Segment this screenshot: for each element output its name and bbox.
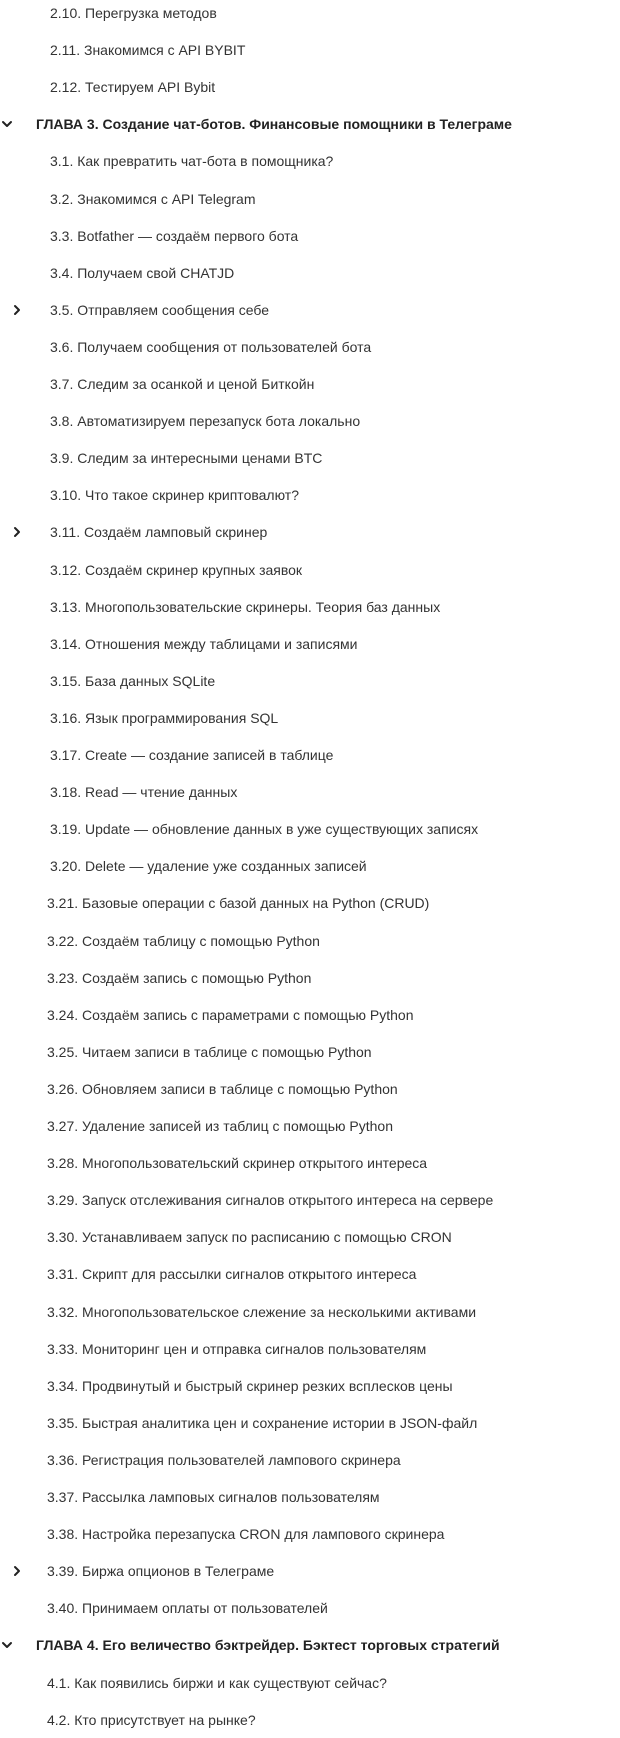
toc-lesson-label: 3.40. Принимаем оплаты от пользователей bbox=[47, 1600, 328, 1617]
toc-lesson-label: 3.39. Биржа опционов в Телеграме bbox=[47, 1563, 275, 1580]
toc-lesson-label: 2.12. Тестируем API Bybit bbox=[50, 79, 216, 96]
toc-lesson-label: 3.2. Знакомимся с API Telegram bbox=[50, 190, 256, 207]
chevron-right-icon[interactable] bbox=[10, 1564, 24, 1578]
toc-lesson-label: 2.11. Знакомимся с API BYBIT bbox=[50, 42, 246, 59]
toc-lesson-item[interactable] bbox=[0, 1334, 620, 1364]
toc-lesson-label: 3.14. Отношения между таблицами и записями bbox=[50, 635, 358, 652]
toc-lesson-item[interactable] bbox=[0, 1037, 620, 1067]
toc-lesson-item[interactable] bbox=[0, 1259, 620, 1289]
toc-lesson-label: 3.1. Как превратить чат-бота в помощника? bbox=[50, 153, 334, 170]
toc-lesson-label: 3.5. Отправляем сообщения себе bbox=[50, 301, 270, 318]
toc-lesson-item[interactable] bbox=[0, 258, 620, 288]
toc-lesson-item[interactable] bbox=[0, 1185, 620, 1215]
toc-lesson-item[interactable] bbox=[0, 666, 620, 696]
toc-lesson-item[interactable] bbox=[0, 406, 620, 436]
toc-lesson-item[interactable] bbox=[0, 926, 620, 956]
toc-lesson-label: 3.24. Создаём запись с параметрами с помощью Python bbox=[47, 1006, 414, 1023]
toc-lesson-label: 3.26. Обновляем записи в таблице с помощью Python bbox=[47, 1080, 398, 1097]
toc-lesson-label: 3.23. Создаём запись с помощью Python bbox=[47, 969, 312, 986]
toc-chapter-item[interactable] bbox=[0, 109, 620, 139]
toc-lesson-label: 3.34. Продвинутый и быстрый скринер резких всплесков цены bbox=[47, 1377, 453, 1394]
toc-lesson-item[interactable] bbox=[0, 1074, 620, 1104]
toc-lesson-item[interactable] bbox=[0, 146, 620, 176]
chevron-right-icon[interactable] bbox=[10, 525, 24, 539]
toc-lesson-label: 3.33. Мониторинг цен и отправка сигналов пользователям bbox=[47, 1340, 427, 1357]
toc-lesson-item[interactable] bbox=[0, 221, 620, 251]
toc-chapter-item[interactable] bbox=[0, 1630, 620, 1660]
toc-lesson-label: 3.32. Многопользовательское слежение за несколькими активами bbox=[47, 1303, 477, 1320]
toc-lesson-label: 3.12. Создаём скринер крупных заявок bbox=[50, 561, 303, 578]
toc-lesson-item[interactable] bbox=[0, 1148, 620, 1178]
toc-lesson-item[interactable] bbox=[0, 369, 620, 399]
toc-lesson-item[interactable] bbox=[0, 888, 620, 918]
toc-lesson-label: 3.28. Многопользовательский скринер открытого интереса bbox=[47, 1155, 428, 1172]
toc-chapter-label: ГЛАВА 3. Создание чат-ботов. Финансовые помощники в Телеграме bbox=[36, 116, 512, 133]
toc-lesson-item[interactable] bbox=[0, 1593, 620, 1623]
toc-lesson-item[interactable] bbox=[0, 1000, 620, 1030]
toc-lesson-label: 3.11. Создаём ламповый скринер bbox=[50, 524, 268, 541]
toc-lesson-label: 3.19. Update — обновление данных в уже существующих записях bbox=[50, 821, 479, 838]
toc-lesson-label: 3.6. Получаем сообщения от пользователей бота bbox=[50, 338, 372, 355]
toc-lesson-item[interactable] bbox=[0, 777, 620, 807]
toc-lesson-label: 3.35. Быстрая аналитика цен и сохранение истории в JSON-файл bbox=[47, 1414, 478, 1431]
toc-lesson-label: 2.10. Перегрузка методов bbox=[50, 5, 217, 21]
toc-lesson-item[interactable] bbox=[0, 1297, 620, 1327]
toc-lesson-item[interactable] bbox=[0, 1668, 620, 1698]
toc-lesson-item[interactable] bbox=[0, 1519, 620, 1549]
toc-chapter-label: ГЛАВА 4. Его величество бэктрейдер. Бэктест торговых стратегий bbox=[36, 1637, 500, 1654]
toc-lesson-item[interactable] bbox=[0, 517, 620, 547]
toc-lesson-label: 3.8. Автоматизируем перезапуск бота локально bbox=[50, 413, 361, 430]
toc-lesson-label: 3.38. Настройка перезапуска CRON для лампового скринера bbox=[47, 1526, 445, 1543]
toc-lesson-label: 3.13. Многопользовательские скринеры. Теория баз данных bbox=[50, 598, 441, 615]
toc-lesson-label: 3.20. Delete — удаление уже созданных записей bbox=[50, 858, 367, 875]
toc-lesson-item[interactable] bbox=[0, 1556, 620, 1586]
toc-lesson-item[interactable] bbox=[0, 1111, 620, 1141]
toc-lesson-item[interactable] bbox=[0, 184, 620, 214]
toc-lesson-item[interactable] bbox=[0, 72, 620, 102]
toc-lesson-label: 4.1. Как появились биржи и как существуют сейчас? bbox=[47, 1674, 387, 1691]
toc-lesson-label: 3.36. Регистрация пользователей лампового скринера bbox=[47, 1451, 401, 1468]
toc-lesson-item[interactable] bbox=[0, 332, 620, 362]
toc-lesson-label: 3.37. Рассылка ламповых сигналов пользователям bbox=[47, 1489, 380, 1505]
toc-lesson-item[interactable] bbox=[0, 592, 620, 622]
toc-lesson-item[interactable] bbox=[0, 1408, 620, 1438]
toc-lesson-item[interactable] bbox=[0, 1705, 620, 1735]
toc-lesson-item[interactable] bbox=[0, 740, 620, 770]
toc-lesson-item[interactable] bbox=[0, 1222, 620, 1252]
toc-lesson-item[interactable] bbox=[0, 703, 620, 733]
toc-lesson-label: 3.16. Язык программирования SQL bbox=[50, 709, 279, 726]
toc-lesson-label: 3.21. Базовые операции с базой данных на Python (CRUD) bbox=[47, 895, 430, 912]
chevron-right-icon[interactable] bbox=[10, 303, 24, 317]
toc-lesson-label: 3.15. База данных SQLite bbox=[50, 672, 216, 689]
toc-lesson-label: 3.22. Создаём таблицу с помощью Python bbox=[47, 932, 320, 949]
chevron-down-icon[interactable] bbox=[0, 1638, 14, 1652]
toc-lesson-label: 3.4. Получаем свой CHATJD bbox=[50, 264, 235, 281]
toc-lesson-label: 3.27. Удаление записей из таблиц с помощью Python bbox=[47, 1118, 393, 1134]
toc-lesson-item[interactable] bbox=[0, 1371, 620, 1401]
toc-lesson-label: 3.29. Запуск отслеживания сигналов открытого интереса на сервере bbox=[47, 1192, 494, 1209]
toc-lesson-label: 4.2. Кто присутствует на рынке? bbox=[47, 1711, 256, 1728]
toc-lesson-item[interactable] bbox=[0, 1445, 620, 1475]
toc-lesson-item[interactable] bbox=[0, 851, 620, 881]
toc-lesson-item[interactable] bbox=[0, 35, 620, 65]
toc-lesson-label: 3.17. Create — создание записей в таблице bbox=[50, 747, 334, 763]
toc-lesson-item[interactable] bbox=[0, 0, 620, 28]
toc-lesson-label: 3.9. Следим за интересными ценами BTC bbox=[50, 450, 323, 467]
toc-lesson-item[interactable] bbox=[0, 814, 620, 844]
toc-lesson-item[interactable] bbox=[0, 555, 620, 585]
toc-lesson-label: 3.3. Botfather — создаём первого бота bbox=[50, 227, 299, 244]
toc-lesson-item[interactable] bbox=[0, 629, 620, 659]
toc-lesson-label: 3.18. Read — чтение данных bbox=[50, 784, 238, 801]
toc-lesson-label: 3.10. Что такое скринер криптовалют? bbox=[50, 487, 299, 504]
toc-lesson-item[interactable] bbox=[0, 480, 620, 510]
toc-lesson-item[interactable] bbox=[0, 295, 620, 325]
chevron-down-icon[interactable] bbox=[0, 117, 14, 131]
toc-lesson-label: 3.31. Скрипт для рассылки сигналов открытого интереса bbox=[47, 1266, 417, 1283]
toc-lesson-label: 3.7. Следим за осанкой и ценой Биткойн bbox=[50, 376, 315, 392]
toc-lesson-item[interactable] bbox=[0, 443, 620, 473]
toc-lesson-label: 3.30. Устанавливаем запуск по расписанию с помощью CRON bbox=[47, 1229, 452, 1246]
toc-lesson-item[interactable] bbox=[0, 963, 620, 993]
toc-lesson-label: 3.25. Читаем записи в таблице с помощью Python bbox=[47, 1043, 372, 1060]
toc-lesson-item[interactable] bbox=[0, 1482, 620, 1512]
